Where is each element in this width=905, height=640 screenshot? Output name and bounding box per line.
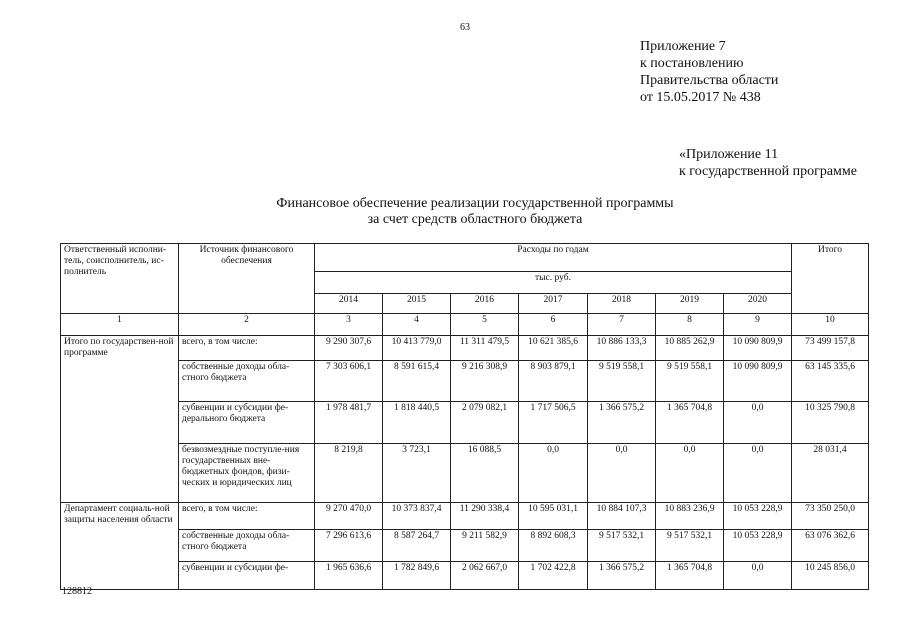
- value-cell: 1 717 506,5: [519, 402, 588, 444]
- column-number: 2: [179, 314, 315, 336]
- value-cell: 1 702 422,8: [519, 562, 588, 590]
- value-cell: 1 365 704,8: [656, 402, 724, 444]
- responsible-cell: Департамент социаль-ной защиты населения области: [61, 503, 179, 590]
- header-units: тыс. руб.: [315, 272, 792, 294]
- source-cell: безвозмездные поступле-ния государственных вне-бюджетных фондов, физи-ческих и юридических лиц: [179, 444, 315, 503]
- value-cell: 8 219,8: [315, 444, 383, 503]
- value-cell: 1 366 575,2: [588, 402, 656, 444]
- footer-code: 128812: [62, 586, 92, 597]
- table-row: [61, 530, 869, 562]
- value-cell: 10 886 133,3: [588, 336, 656, 361]
- value-cell: 10 090 809,9: [724, 361, 792, 402]
- total-cell: 73 350 250,0: [792, 503, 869, 530]
- title-line-2: за счет средств областного бюджета: [367, 212, 583, 227]
- header-total: Итого: [792, 244, 869, 314]
- table-row: [61, 402, 869, 444]
- value-cell: 9 216 308,9: [451, 361, 519, 402]
- responsible-cell: Итого по государствен-ной программе: [61, 336, 179, 503]
- value-cell: 0,0: [588, 444, 656, 503]
- source-cell: собственные доходы обла-стного бюджета: [179, 530, 315, 562]
- value-cell: 1 818 440,5: [383, 402, 451, 444]
- value-cell: 0,0: [724, 402, 792, 444]
- table-row: [61, 361, 869, 402]
- value-cell: 1 366 575,2: [588, 562, 656, 590]
- column-number: 3: [315, 314, 383, 336]
- header-year: 2020: [724, 294, 792, 314]
- value-cell: 0,0: [724, 444, 792, 503]
- value-cell: 9 290 307,6: [315, 336, 383, 361]
- appendix-header: Приложение 7 к постановлению Правительства области от 15.05.2017 № 438: [640, 39, 779, 105]
- value-cell: 10 884 107,3: [588, 503, 656, 530]
- page-number: 63: [460, 22, 470, 33]
- column-number: 9: [724, 314, 792, 336]
- header-responsible: Ответственный исполни-тель, соисполнитель, ис-полнитель: [61, 244, 179, 314]
- total-cell: 28 031,4: [792, 444, 869, 503]
- value-cell: 10 373 837,4: [383, 503, 451, 530]
- header-year: 2014: [315, 294, 383, 314]
- value-cell: 10 621 385,6: [519, 336, 588, 361]
- value-cell: 1 782 849,6: [383, 562, 451, 590]
- value-cell: 0,0: [519, 444, 588, 503]
- value-cell: 10 053 228,9: [724, 530, 792, 562]
- column-number: 4: [383, 314, 451, 336]
- total-cell: 73 499 157,8: [792, 336, 869, 361]
- value-cell: 9 519 558,1: [588, 361, 656, 402]
- header-year: 2019: [656, 294, 724, 314]
- value-cell: 7 296 613,6: [315, 530, 383, 562]
- value-cell: 16 088,5: [451, 444, 519, 503]
- value-cell: 1 978 481,7: [315, 402, 383, 444]
- value-cell: 9 517 532,1: [656, 530, 724, 562]
- value-cell: 9 517 532,1: [588, 530, 656, 562]
- value-cell: 8 591 615,4: [383, 361, 451, 402]
- value-cell: 0,0: [724, 562, 792, 590]
- value-cell: 9 270 470,0: [315, 503, 383, 530]
- table-row: [61, 444, 869, 503]
- column-number: 7: [588, 314, 656, 336]
- value-cell: 0,0: [656, 444, 724, 503]
- total-cell: 63 076 362,6: [792, 530, 869, 562]
- total-cell: 63 145 335,6: [792, 361, 869, 402]
- appendix-sub-header: «Приложение 11 к государственной программе: [679, 147, 857, 179]
- value-cell: 10 053 228,9: [724, 503, 792, 530]
- column-number: 8: [656, 314, 724, 336]
- value-cell: 8 903 879,1: [519, 361, 588, 402]
- value-cell: 10 090 809,9: [724, 336, 792, 361]
- column-number: 10: [792, 314, 869, 336]
- value-cell: 10 595 031,1: [519, 503, 588, 530]
- column-number: 5: [451, 314, 519, 336]
- value-cell: 11 290 338,4: [451, 503, 519, 530]
- source-cell: всего, в том числе:: [179, 336, 315, 361]
- value-cell: 8 587 264,7: [383, 530, 451, 562]
- source-cell: собственные доходы обла-стного бюджета: [179, 361, 315, 402]
- header-source: Источник финансового обеспечения: [179, 244, 315, 314]
- value-cell: 10 883 236,9: [656, 503, 724, 530]
- header-expenses: Расходы по годам: [315, 244, 792, 272]
- value-cell: 2 079 082,1: [451, 402, 519, 444]
- header-year: 2015: [383, 294, 451, 314]
- value-cell: 1 965 636,6: [315, 562, 383, 590]
- table-row: [61, 503, 869, 530]
- column-number: 1: [61, 314, 179, 336]
- table-row: [61, 562, 869, 590]
- value-cell: 11 311 479,5: [451, 336, 519, 361]
- source-cell: субвенции и субсидии фе-дерального бюджета: [179, 402, 315, 444]
- financing-table: [60, 243, 869, 590]
- document-title: [180, 196, 770, 228]
- value-cell: 7 303 606,1: [315, 361, 383, 402]
- column-number: 6: [519, 314, 588, 336]
- title-line-1: Финансовое обеспечение реализации государственной программы: [276, 196, 674, 211]
- total-cell: 10 245 856,0: [792, 562, 869, 590]
- source-cell: всего, в том числе:: [179, 503, 315, 530]
- value-cell: 1 365 704,8: [656, 562, 724, 590]
- value-cell: 9 211 582,9: [451, 530, 519, 562]
- header-year: 2016: [451, 294, 519, 314]
- value-cell: 10 885 262,9: [656, 336, 724, 361]
- value-cell: 10 413 779,0: [383, 336, 451, 361]
- header-year: 2017: [519, 294, 588, 314]
- total-cell: 10 325 790,8: [792, 402, 869, 444]
- value-cell: 9 519 558,1: [656, 361, 724, 402]
- header-year: 2018: [588, 294, 656, 314]
- source-cell: субвенции и субсидии фе-: [179, 562, 315, 590]
- value-cell: 8 892 608,3: [519, 530, 588, 562]
- table-row: [61, 336, 869, 361]
- value-cell: 2 062 667,0: [451, 562, 519, 590]
- value-cell: 3 723,1: [383, 444, 451, 503]
